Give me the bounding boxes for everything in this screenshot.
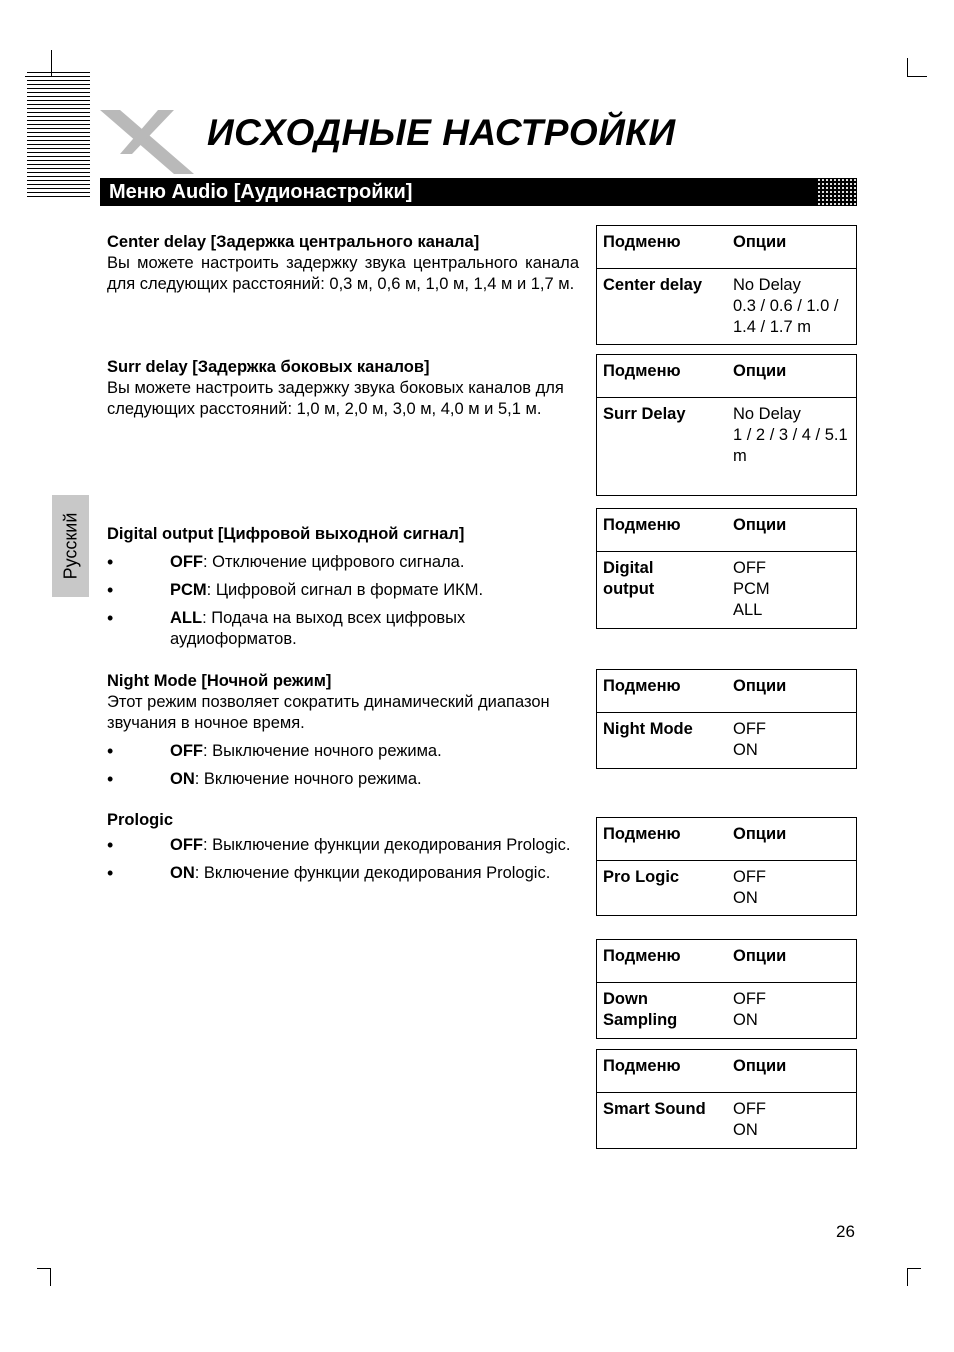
list-item	[107, 741, 579, 762]
header-submenu: Подменю	[603, 362, 681, 380]
bullet-text: : Цифровой сигнал в формате ИКМ.	[206, 581, 484, 599]
page-title: ИСХОДНЫЕ НАСТРОЙКИ	[207, 112, 676, 153]
digital-output-section	[107, 524, 579, 650]
crop-mark-bl-h	[37, 1268, 51, 1269]
brand-logo	[98, 108, 198, 178]
banner-dot-pattern	[817, 178, 857, 206]
center-delay-heading: Center delay [Задержка центрального канала]	[107, 233, 480, 251]
surr-delay-section	[107, 357, 579, 420]
submenu-cell: Smart Sound	[603, 1100, 706, 1118]
bullet-key: ON	[170, 770, 195, 788]
night-mode-heading: Night Mode [Ночной режим]	[107, 672, 332, 690]
submenu-cell: Pro Logic	[603, 868, 680, 886]
header-submenu: Подменю	[603, 516, 681, 534]
night-mode-table	[596, 669, 857, 769]
list-item	[107, 608, 579, 650]
list-item	[107, 580, 579, 601]
header-options: Опции	[733, 1057, 787, 1075]
bullet-key: ON	[170, 864, 195, 882]
center-delay-section	[107, 232, 579, 295]
header-options: Опции	[733, 516, 787, 534]
bullet-key: ALL	[170, 609, 203, 627]
surr-delay-table	[596, 354, 857, 496]
bullet-text: : Включение функции декодирования Prologic.	[194, 864, 551, 882]
table-header	[597, 509, 856, 552]
center-delay-table	[596, 225, 857, 345]
submenu-cell: Down Sampling	[603, 990, 678, 1029]
header-options: Опции	[733, 233, 787, 251]
table-header	[597, 1050, 856, 1093]
table-header	[597, 670, 856, 713]
crop-mark-br-h	[907, 1268, 921, 1269]
bullet-text: : Включение ночного режима.	[194, 770, 422, 788]
list-item	[107, 863, 579, 884]
table-header	[597, 940, 856, 983]
submenu-cell: Night Mode	[603, 720, 693, 738]
submenu-cell: Center delay	[603, 276, 703, 294]
section-banner	[100, 178, 857, 206]
header-submenu: Подменю	[603, 1057, 681, 1075]
header-submenu: Подменю	[603, 825, 681, 843]
header-options: Опции	[733, 362, 787, 380]
options-cell: OFF ON	[733, 990, 766, 1029]
options-cell: OFF ON	[733, 868, 766, 907]
options-cell: OFF ON	[733, 1100, 766, 1139]
submenu-cell: Surr Delay	[603, 405, 686, 423]
options-cell: OFF PCM ALL	[733, 559, 770, 619]
list-item	[107, 835, 579, 856]
surr-delay-heading: Surr delay [Задержка боковых каналов]	[107, 358, 430, 376]
smart-sound-table	[596, 1049, 857, 1149]
pro-logic-table	[596, 817, 857, 916]
header-stripes	[27, 72, 90, 200]
language-tab	[52, 495, 89, 597]
down-sampling-table	[596, 939, 857, 1039]
bullet-key: OFF	[170, 836, 203, 854]
bullet-text: : Выключение функции декодирования Prologic.	[203, 836, 571, 854]
bullet-text: : Выключение ночного режима.	[203, 742, 442, 760]
header-submenu: Подменю	[603, 947, 681, 965]
page-number: 26	[836, 1222, 855, 1241]
night-mode-text: Этот режим позволяет сократить динамический диапазон звучания в ночное время.	[107, 693, 550, 732]
header-submenu: Подменю	[603, 677, 681, 695]
surr-delay-text: Вы можете настроить задержку звука боковых каналов для следующих расстояний: 1,0 м, 2,0 м, 3,0 м, 4,0 м и 5,1 м.	[107, 379, 564, 418]
list-item	[107, 769, 579, 790]
digital-output-table	[596, 508, 857, 629]
header-options: Опции	[733, 947, 787, 965]
bullet-key: OFF	[170, 553, 203, 571]
list-item	[107, 552, 579, 573]
header-submenu: Подменю	[603, 233, 681, 251]
crop-mark-bl-v	[50, 1268, 51, 1286]
crop-mark-tr-h	[907, 76, 927, 77]
language-tab-label: Русский	[60, 512, 80, 580]
bullet-text: : Отключение цифрового сигнала.	[203, 553, 465, 571]
bullet-key: PCM	[170, 581, 207, 599]
header-options: Опции	[733, 825, 787, 843]
crop-mark-tr-v	[907, 58, 908, 76]
table-header	[597, 818, 856, 861]
digital-output-heading: Digital output [Цифровой выходной сигнал]	[107, 525, 465, 543]
header-options: Опции	[733, 677, 787, 695]
options-cell: No Delay 1 / 2 / 3 / 4 / 5.1 m	[733, 405, 848, 465]
prologic-heading: Prologic	[107, 811, 174, 829]
bullet-text: : Подача на выход всех цифровых аудиоформатов.	[170, 609, 466, 648]
section-title: Меню Audio [Аудионастройки]	[109, 181, 413, 203]
options-cell: OFF ON	[733, 720, 766, 759]
prologic-section	[107, 810, 579, 884]
center-delay-text: Вы можете настроить задержку звука центрального канала для следующих расстояний: 0,3 м, 0,6 м, 1,0 м, 1,4 м и 1,7 м.	[107, 254, 579, 293]
submenu-cell: Digital output	[603, 559, 655, 598]
night-mode-section	[107, 671, 579, 790]
options-cell: No Delay 0.3 / 0.6 / 1.0 / 1.4 / 1.7 m	[733, 276, 839, 336]
table-header	[597, 226, 856, 269]
table-header	[597, 355, 856, 398]
bullet-key: OFF	[170, 742, 203, 760]
crop-mark-br-v	[907, 1268, 908, 1286]
